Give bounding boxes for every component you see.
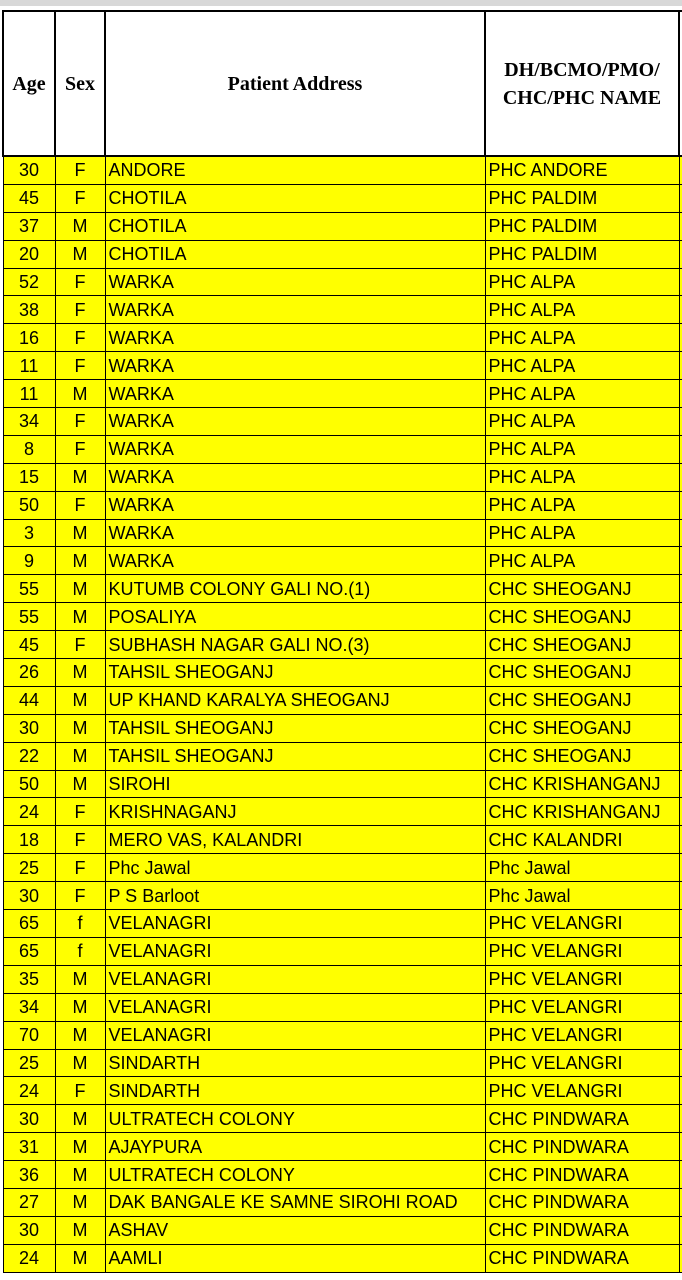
age-cell: 65 — [3, 937, 55, 965]
sex-cell: F — [55, 435, 105, 463]
facility-cell: PHC VELANGRI — [485, 910, 679, 938]
age-cell: 25 — [3, 1049, 55, 1077]
sex-cell: M — [55, 575, 105, 603]
facility-cell: PHC VELANGRI — [485, 1077, 679, 1105]
table-row — [3, 491, 682, 519]
facility-cell: CHC SHEOGANJ — [485, 742, 679, 770]
sex-cell: F — [55, 631, 105, 659]
sex-cell: M — [55, 1244, 105, 1272]
age-cell: 35 — [3, 965, 55, 993]
facility-cell: PHC VELANGRI — [485, 993, 679, 1021]
age-cell: 24 — [3, 1077, 55, 1105]
table-row — [3, 268, 682, 296]
facility-cell: CHC KRISHANGANJ — [485, 798, 679, 826]
address-cell: WARKA — [105, 547, 485, 575]
table-row — [3, 463, 682, 491]
table-row — [3, 1133, 682, 1161]
patient-table — [2, 10, 682, 1273]
table-row — [3, 435, 682, 463]
table-row — [3, 910, 682, 938]
table-row — [3, 686, 682, 714]
facility-cell: CHC SHEOGANJ — [485, 603, 679, 631]
address-cell: MERO VAS, KALANDRI — [105, 826, 485, 854]
sex-cell: M — [55, 993, 105, 1021]
facility-cell: PHC ALPA — [485, 519, 679, 547]
facility-cell: PHC VELANGRI — [485, 1021, 679, 1049]
age-cell: 15 — [3, 463, 55, 491]
sex-cell: F — [55, 854, 105, 882]
age-cell: 11 — [3, 352, 55, 380]
address-cell: AAMLI — [105, 1244, 485, 1272]
age-cell: 34 — [3, 993, 55, 1021]
sex-cell: M — [55, 212, 105, 240]
address-cell: UP KHAND KARALYA SHEOGANJ — [105, 686, 485, 714]
facility-cell: CHC PINDWARA — [485, 1133, 679, 1161]
table-row — [3, 1216, 682, 1244]
facility-cell: Phc Jawal — [485, 854, 679, 882]
table-row — [3, 1077, 682, 1105]
address-cell: SINDARTH — [105, 1049, 485, 1077]
address-cell: KRISHNAGANJ — [105, 798, 485, 826]
age-cell: 31 — [3, 1133, 55, 1161]
table-row — [3, 770, 682, 798]
sex-cell: f — [55, 910, 105, 938]
age-cell: 8 — [3, 435, 55, 463]
table-row — [3, 826, 682, 854]
sex-cell: M — [55, 686, 105, 714]
facility-cell: CHC SHEOGANJ — [485, 575, 679, 603]
sex-cell: F — [55, 296, 105, 324]
address-cell: VELANAGRI — [105, 965, 485, 993]
sex-cell: M — [55, 603, 105, 631]
table-row — [3, 659, 682, 687]
age-cell: 38 — [3, 296, 55, 324]
facility-cell: PHC ALPA — [485, 352, 679, 380]
address-cell: VELANAGRI — [105, 993, 485, 1021]
address-cell: WARKA — [105, 352, 485, 380]
table-row — [3, 882, 682, 910]
table-row — [3, 742, 682, 770]
address-cell: WARKA — [105, 268, 485, 296]
address-cell: VELANAGRI — [105, 910, 485, 938]
address-cell: DAK BANGALE KE SAMNE SIROHI ROAD — [105, 1188, 485, 1216]
age-cell: 44 — [3, 686, 55, 714]
address-cell: VELANAGRI — [105, 1021, 485, 1049]
table-body — [3, 156, 682, 1272]
age-cell: 50 — [3, 770, 55, 798]
sex-cell: M — [55, 240, 105, 268]
address-cell: ULTRATECH COLONY — [105, 1161, 485, 1189]
sex-cell: M — [55, 659, 105, 687]
header-age: Age — [3, 11, 55, 156]
facility-cell: CHC PINDWARA — [485, 1216, 679, 1244]
sex-cell: M — [55, 1133, 105, 1161]
sex-cell: F — [55, 798, 105, 826]
facility-cell: CHC SHEOGANJ — [485, 686, 679, 714]
facility-cell: PHC ALPA — [485, 296, 679, 324]
facility-cell: PHC PALDIM — [485, 184, 679, 212]
address-cell: P S Barloot — [105, 882, 485, 910]
facility-cell: CHC SHEOGANJ — [485, 714, 679, 742]
age-cell: 30 — [3, 156, 55, 184]
top-border-strip — [0, 0, 682, 6]
sex-cell: M — [55, 714, 105, 742]
table-row — [3, 965, 682, 993]
sex-cell: M — [55, 1216, 105, 1244]
table-row — [3, 380, 682, 408]
table-row — [3, 854, 682, 882]
facility-cell: PHC ALPA — [485, 547, 679, 575]
facility-cell: CHC PINDWARA — [485, 1161, 679, 1189]
age-cell: 30 — [3, 1216, 55, 1244]
facility-cell: CHC PINDWARA — [485, 1105, 679, 1133]
table-row — [3, 1105, 682, 1133]
address-cell: AJAYPURA — [105, 1133, 485, 1161]
sex-cell: M — [55, 965, 105, 993]
facility-cell: CHC SHEOGANJ — [485, 659, 679, 687]
facility-cell: PHC VELANGRI — [485, 937, 679, 965]
facility-cell: PHC ALPA — [485, 380, 679, 408]
header-sex: Sex — [55, 11, 105, 156]
table-row — [3, 184, 682, 212]
facility-cell: CHC PINDWARA — [485, 1188, 679, 1216]
age-cell: 70 — [3, 1021, 55, 1049]
facility-cell: CHC KALANDRI — [485, 826, 679, 854]
address-cell: WARKA — [105, 491, 485, 519]
sex-cell: M — [55, 519, 105, 547]
table-row — [3, 1021, 682, 1049]
header-row — [3, 11, 682, 156]
age-cell: 11 — [3, 380, 55, 408]
age-cell: 24 — [3, 1244, 55, 1272]
sex-cell: F — [55, 1077, 105, 1105]
facility-cell: CHC KRISHANGANJ — [485, 770, 679, 798]
address-cell: ULTRATECH COLONY — [105, 1105, 485, 1133]
address-cell: TAHSIL SHEOGANJ — [105, 714, 485, 742]
age-cell: 27 — [3, 1188, 55, 1216]
address-cell: WARKA — [105, 380, 485, 408]
facility-cell: PHC VELANGRI — [485, 1049, 679, 1077]
sex-cell: M — [55, 770, 105, 798]
age-cell: 65 — [3, 910, 55, 938]
address-cell: TAHSIL SHEOGANJ — [105, 659, 485, 687]
facility-cell: CHC PINDWARA — [485, 1244, 679, 1272]
age-cell: 34 — [3, 408, 55, 436]
table-row — [3, 352, 682, 380]
address-cell: CHOTILA — [105, 240, 485, 268]
age-cell: 20 — [3, 240, 55, 268]
address-cell: TAHSIL SHEOGANJ — [105, 742, 485, 770]
sex-cell: F — [55, 156, 105, 184]
address-cell: WARKA — [105, 296, 485, 324]
address-cell: KUTUMB COLONY GALI NO.(1) — [105, 575, 485, 603]
age-cell: 55 — [3, 603, 55, 631]
sex-cell: M — [55, 1188, 105, 1216]
sex-cell: M — [55, 463, 105, 491]
facility-cell: CHC SHEOGANJ — [485, 631, 679, 659]
sex-cell: M — [55, 1049, 105, 1077]
table-row — [3, 408, 682, 436]
facility-cell: PHC ALPA — [485, 408, 679, 436]
address-cell: WARKA — [105, 435, 485, 463]
table-row — [3, 519, 682, 547]
sex-cell: F — [55, 184, 105, 212]
age-cell: 30 — [3, 1105, 55, 1133]
age-cell: 45 — [3, 631, 55, 659]
table-row — [3, 1188, 682, 1216]
age-cell: 30 — [3, 714, 55, 742]
sex-cell: f — [55, 937, 105, 965]
table-row — [3, 631, 682, 659]
address-cell: CHOTILA — [105, 212, 485, 240]
facility-cell: PHC ALPA — [485, 491, 679, 519]
table-row — [3, 603, 682, 631]
address-cell: ASHAV — [105, 1216, 485, 1244]
facility-cell: PHC ANDORE — [485, 156, 679, 184]
table-row — [3, 240, 682, 268]
table-row — [3, 937, 682, 965]
facility-cell: Phc Jawal — [485, 882, 679, 910]
sex-cell: M — [55, 547, 105, 575]
sex-cell: F — [55, 826, 105, 854]
table-row — [3, 547, 682, 575]
sex-cell: M — [55, 1021, 105, 1049]
address-cell: VELANAGRI — [105, 937, 485, 965]
address-cell: SUBHASH NAGAR GALI NO.(3) — [105, 631, 485, 659]
address-cell: WARKA — [105, 324, 485, 352]
sex-cell: F — [55, 352, 105, 380]
age-cell: 52 — [3, 268, 55, 296]
table-row — [3, 798, 682, 826]
age-cell: 50 — [3, 491, 55, 519]
table-row — [3, 156, 682, 184]
age-cell: 16 — [3, 324, 55, 352]
age-cell: 22 — [3, 742, 55, 770]
sex-cell: F — [55, 268, 105, 296]
table-row — [3, 575, 682, 603]
facility-cell: PHC ALPA — [485, 463, 679, 491]
sex-cell: M — [55, 380, 105, 408]
address-cell: SINDARTH — [105, 1077, 485, 1105]
facility-cell: PHC VELANGRI — [485, 965, 679, 993]
address-cell: CHOTILA — [105, 184, 485, 212]
table-row — [3, 1244, 682, 1272]
address-cell: WARKA — [105, 463, 485, 491]
table-row — [3, 993, 682, 1021]
age-cell: 18 — [3, 826, 55, 854]
address-cell: WARKA — [105, 519, 485, 547]
address-cell: WARKA — [105, 408, 485, 436]
sex-cell: F — [55, 408, 105, 436]
facility-cell: PHC ALPA — [485, 435, 679, 463]
sex-cell: M — [55, 1105, 105, 1133]
sex-cell: M — [55, 742, 105, 770]
age-cell: 26 — [3, 659, 55, 687]
sex-cell: F — [55, 882, 105, 910]
age-cell: 30 — [3, 882, 55, 910]
age-cell: 37 — [3, 212, 55, 240]
table-row — [3, 212, 682, 240]
facility-cell: PHC PALDIM — [485, 240, 679, 268]
facility-cell: PHC PALDIM — [485, 212, 679, 240]
age-cell: 36 — [3, 1161, 55, 1189]
table-row — [3, 324, 682, 352]
table-row — [3, 296, 682, 324]
age-cell: 25 — [3, 854, 55, 882]
age-cell: 45 — [3, 184, 55, 212]
address-cell: Phc Jawal — [105, 854, 485, 882]
table-row — [3, 714, 682, 742]
age-cell: 55 — [3, 575, 55, 603]
age-cell: 24 — [3, 798, 55, 826]
header-patient-address: Patient Address — [105, 11, 485, 156]
table-row — [3, 1161, 682, 1189]
age-cell: 3 — [3, 519, 55, 547]
table-row — [3, 1049, 682, 1077]
sex-cell: F — [55, 324, 105, 352]
address-cell: POSALIYA — [105, 603, 485, 631]
facility-cell: PHC ALPA — [485, 324, 679, 352]
sex-cell: M — [55, 1161, 105, 1189]
header-facility-name: DH/BCMO/PMO/ CHC/PHC NAME — [485, 11, 679, 156]
address-cell: SIROHI — [105, 770, 485, 798]
age-cell: 9 — [3, 547, 55, 575]
sex-cell: F — [55, 491, 105, 519]
address-cell: ANDORE — [105, 156, 485, 184]
facility-cell: PHC ALPA — [485, 268, 679, 296]
